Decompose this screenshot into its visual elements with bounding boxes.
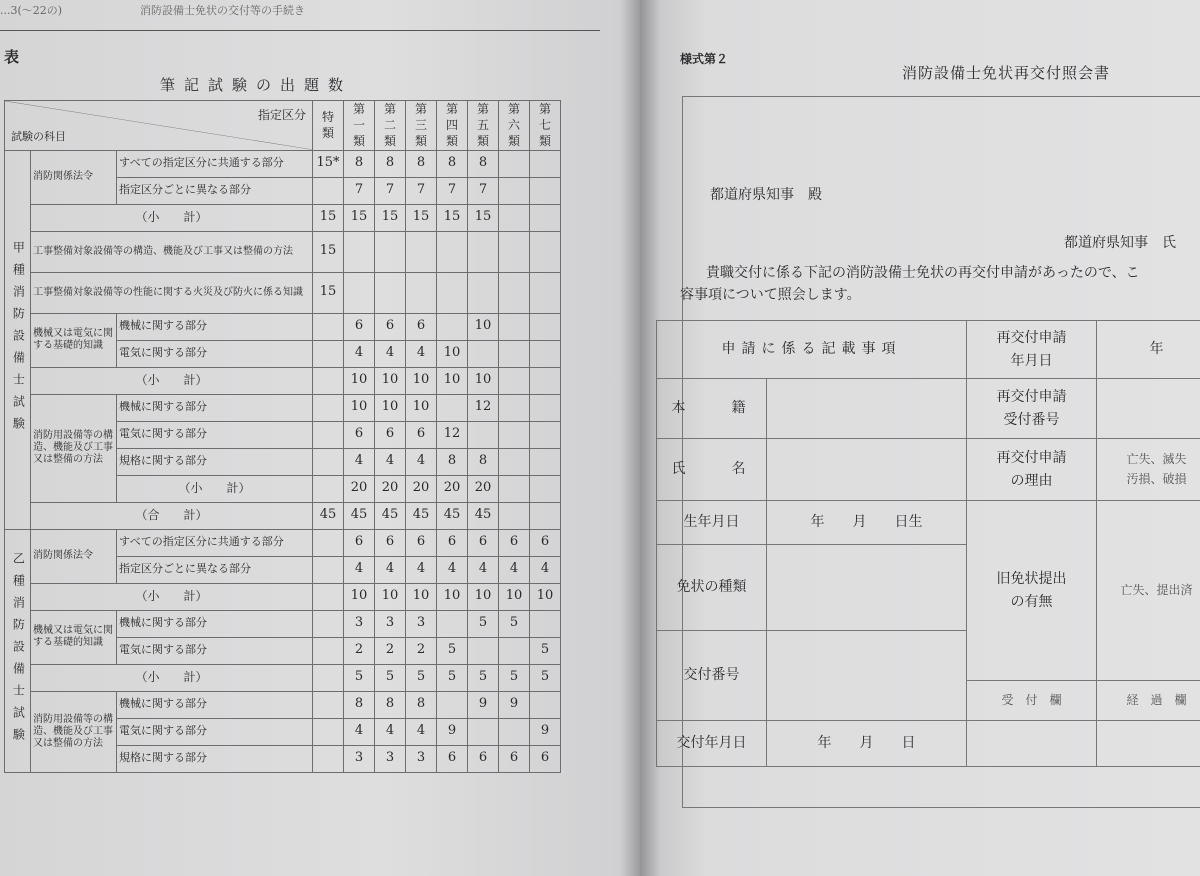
cell: 6 bbox=[499, 745, 530, 772]
cell: 5 bbox=[344, 664, 375, 691]
cell: 15 bbox=[375, 204, 406, 231]
subtotal-label: （小 計） bbox=[31, 664, 313, 691]
cell: 8 bbox=[406, 150, 437, 177]
cell bbox=[468, 718, 499, 745]
form-number: 様式第２ bbox=[680, 52, 729, 66]
progress-label: 経 過 欄 bbox=[1097, 681, 1200, 721]
item-label: 電気に関する部分 bbox=[117, 340, 313, 367]
cell: 5 bbox=[468, 610, 499, 637]
cell: 4 bbox=[406, 718, 437, 745]
body-line-2: 容事項について照会します。 bbox=[680, 287, 861, 303]
issue-no-label: 交付番号 bbox=[657, 631, 767, 721]
cell bbox=[530, 150, 561, 177]
cell: 7 bbox=[375, 177, 406, 204]
cell: 45 bbox=[375, 502, 406, 529]
cell: 3 bbox=[406, 610, 437, 637]
cell bbox=[530, 475, 561, 502]
cell: 10 bbox=[375, 583, 406, 610]
cell bbox=[530, 691, 561, 718]
issue-date-label: 交付年月日 bbox=[657, 721, 767, 767]
cell: 15 bbox=[344, 204, 375, 231]
cell bbox=[468, 421, 499, 448]
cell: 10 bbox=[406, 367, 437, 394]
cell: 8 bbox=[344, 150, 375, 177]
cell bbox=[375, 272, 406, 313]
cell bbox=[313, 745, 344, 772]
issue-date-value: 年 月 日 bbox=[767, 721, 967, 767]
table-row bbox=[5, 664, 561, 691]
category-label: 消防用設備等の構造、機能及び工事又は整備の方法 bbox=[31, 691, 117, 772]
cell: 6 bbox=[468, 529, 499, 556]
reissue-date-value: 年 bbox=[1097, 321, 1200, 379]
reissue-date-label: 再交付申請 年月日 bbox=[967, 321, 1097, 379]
reissue-reason-value: 亡失、滅失 汚損、破損 bbox=[1097, 439, 1200, 501]
cell: 20 bbox=[375, 475, 406, 502]
item-label: 電気に関する部分 bbox=[117, 718, 313, 745]
old-license-value: 亡失、提出済 bbox=[1097, 501, 1200, 681]
cell: 10 bbox=[344, 367, 375, 394]
cell bbox=[499, 394, 530, 421]
cell bbox=[499, 231, 530, 272]
cell: 6 bbox=[437, 529, 468, 556]
cell: 6 bbox=[437, 745, 468, 772]
cell: 10 bbox=[499, 583, 530, 610]
reissue-reason-label: 再交付申請 の理由 bbox=[967, 439, 1097, 501]
group-label-b: 乙種消防設備士試験 bbox=[5, 529, 31, 772]
body-line-1: 貴職交付に係る下記の消防設備士免状の再交付申請があったので、こ bbox=[706, 265, 1140, 281]
item-label: 機械に関する部分 bbox=[117, 610, 313, 637]
cell: 8 bbox=[437, 150, 468, 177]
subtotal-label: （小 計） bbox=[31, 367, 313, 394]
cell: 5 bbox=[406, 664, 437, 691]
table-row bbox=[657, 501, 1200, 545]
item-label: 工事整備対象設備等の性能に関する火災及び防火に係る知識 bbox=[31, 272, 313, 313]
cell: 20 bbox=[344, 475, 375, 502]
cell bbox=[437, 231, 468, 272]
cell: 7 bbox=[468, 177, 499, 204]
header-designation: 指定区分 bbox=[258, 108, 307, 122]
item-label: 規格に関する部分 bbox=[117, 745, 313, 772]
cell: 8 bbox=[437, 448, 468, 475]
cell: 6 bbox=[375, 421, 406, 448]
cell bbox=[499, 204, 530, 231]
cell: 2 bbox=[406, 637, 437, 664]
subtotal-label: （小 計） bbox=[117, 475, 313, 502]
honseki-label: 本 籍 bbox=[657, 379, 767, 439]
cell: 6 bbox=[406, 421, 437, 448]
cell: 20 bbox=[406, 475, 437, 502]
cell: 4 bbox=[406, 340, 437, 367]
table-row bbox=[5, 150, 561, 177]
cell bbox=[530, 340, 561, 367]
cell: 3 bbox=[344, 610, 375, 637]
table-row bbox=[5, 394, 561, 421]
cell: 20 bbox=[468, 475, 499, 502]
cell: 6 bbox=[375, 313, 406, 340]
cell bbox=[344, 272, 375, 313]
cell: 12 bbox=[468, 394, 499, 421]
header-cat: 特 類 bbox=[313, 101, 344, 151]
cell: 45 bbox=[344, 502, 375, 529]
cell: 4 bbox=[499, 556, 530, 583]
header-cat: 第 三 類 bbox=[406, 101, 437, 151]
cell bbox=[499, 421, 530, 448]
addressee: 都道府県知事 殿 bbox=[710, 187, 822, 203]
cell: 4 bbox=[375, 556, 406, 583]
cell: 3 bbox=[344, 745, 375, 772]
header-cat: 第 二 類 bbox=[375, 101, 406, 151]
cell bbox=[437, 272, 468, 313]
cell: 4 bbox=[344, 556, 375, 583]
cell: 5 bbox=[375, 664, 406, 691]
group-label-a: 甲種消防設備士試験 bbox=[5, 150, 31, 529]
item-label: すべての指定区分に共通する部分 bbox=[117, 529, 313, 556]
cell bbox=[313, 340, 344, 367]
header-subject: 試験の科目 bbox=[11, 129, 66, 143]
cell bbox=[313, 475, 344, 502]
header-cat: 第 五 類 bbox=[468, 101, 499, 151]
cell bbox=[375, 231, 406, 272]
running-head-chapter: 消防設備士免状の交付等の手続き bbox=[140, 4, 305, 17]
cell: 9 bbox=[530, 718, 561, 745]
cell: 6 bbox=[344, 421, 375, 448]
cell: 5 bbox=[530, 664, 561, 691]
category-label: 機械又は電気に関する基礎的知識 bbox=[31, 610, 117, 664]
cell: 10 bbox=[437, 340, 468, 367]
table-row bbox=[5, 272, 561, 313]
cell bbox=[499, 502, 530, 529]
cell: 10 bbox=[468, 313, 499, 340]
cell: 10 bbox=[375, 394, 406, 421]
license-type-label: 免状の種類 bbox=[657, 545, 767, 631]
cell: 4 bbox=[530, 556, 561, 583]
table-row bbox=[657, 721, 1200, 767]
table-row bbox=[5, 313, 561, 340]
cell: 15* bbox=[313, 150, 344, 177]
cell bbox=[530, 610, 561, 637]
cell bbox=[313, 556, 344, 583]
table-row bbox=[5, 583, 561, 610]
inquiry-table bbox=[656, 320, 1200, 767]
cell: 8 bbox=[406, 691, 437, 718]
cell: 45 bbox=[468, 502, 499, 529]
cell: 5 bbox=[437, 664, 468, 691]
cell bbox=[499, 448, 530, 475]
cell: 8 bbox=[468, 150, 499, 177]
header-cat: 第 六 類 bbox=[499, 101, 530, 151]
cell bbox=[313, 583, 344, 610]
name-label: 氏 名 bbox=[657, 439, 767, 501]
name-value bbox=[767, 439, 967, 501]
item-label: 規格に関する部分 bbox=[117, 448, 313, 475]
sender: 都道府県知事 氏 bbox=[1064, 235, 1176, 251]
birth-label: 生年月日 bbox=[657, 501, 767, 545]
cell: 10 bbox=[530, 583, 561, 610]
item-label: 工事整備対象設備等の構造、機能及び工事又は整備の方法 bbox=[31, 231, 313, 272]
cell bbox=[499, 718, 530, 745]
cell bbox=[530, 448, 561, 475]
table-row bbox=[657, 321, 1200, 379]
item-label: 機械に関する部分 bbox=[117, 313, 313, 340]
cell: 10 bbox=[344, 394, 375, 421]
total-label: （合 計） bbox=[31, 502, 313, 529]
cell: 3 bbox=[406, 745, 437, 772]
category-label: 消防関係法令 bbox=[31, 150, 117, 204]
cell: 10 bbox=[437, 367, 468, 394]
subtotal-label: （小 計） bbox=[31, 583, 313, 610]
cell: 5 bbox=[468, 664, 499, 691]
cell: 9 bbox=[499, 691, 530, 718]
cell bbox=[499, 150, 530, 177]
table-row bbox=[5, 529, 561, 556]
progress-value bbox=[1097, 721, 1200, 767]
cell: 4 bbox=[437, 556, 468, 583]
cell bbox=[499, 475, 530, 502]
cell: 2 bbox=[344, 637, 375, 664]
cell bbox=[313, 664, 344, 691]
running-head-page: ...3(〜22の) bbox=[0, 4, 63, 17]
reissue-no-value bbox=[1097, 379, 1200, 439]
cell: 9 bbox=[437, 718, 468, 745]
cell: 8 bbox=[375, 150, 406, 177]
cell: 20 bbox=[437, 475, 468, 502]
cell bbox=[530, 231, 561, 272]
cell bbox=[406, 272, 437, 313]
cell bbox=[499, 340, 530, 367]
cell: 45 bbox=[313, 502, 344, 529]
cell: 10 bbox=[406, 583, 437, 610]
table-row bbox=[5, 367, 561, 394]
item-label: 電気に関する部分 bbox=[117, 421, 313, 448]
item-label: 機械に関する部分 bbox=[117, 691, 313, 718]
cell bbox=[437, 394, 468, 421]
cell bbox=[468, 637, 499, 664]
cell: 15 bbox=[313, 272, 344, 313]
cell: 6 bbox=[499, 529, 530, 556]
cell: 45 bbox=[406, 502, 437, 529]
cell: 5 bbox=[437, 637, 468, 664]
cell: 45 bbox=[437, 502, 468, 529]
item-label: 指定区分ごとに異なる部分 bbox=[117, 177, 313, 204]
cell: 4 bbox=[468, 556, 499, 583]
table-row bbox=[5, 691, 561, 718]
cell bbox=[499, 367, 530, 394]
cell: 15 bbox=[406, 204, 437, 231]
cell bbox=[530, 272, 561, 313]
cell: 10 bbox=[468, 583, 499, 610]
subtotal-label: （小 計） bbox=[31, 204, 313, 231]
cell bbox=[313, 448, 344, 475]
old-license-label: 旧免状提出 の有無 bbox=[967, 501, 1097, 681]
cell: 6 bbox=[530, 529, 561, 556]
cell bbox=[313, 367, 344, 394]
cell bbox=[313, 610, 344, 637]
cell bbox=[313, 637, 344, 664]
receipt-label: 受 付 欄 bbox=[967, 681, 1097, 721]
header-row bbox=[5, 101, 561, 151]
cell bbox=[313, 313, 344, 340]
book-gutter bbox=[620, 0, 660, 876]
cell: 6 bbox=[375, 529, 406, 556]
reissue-no-label: 再交付申請 受付番号 bbox=[967, 379, 1097, 439]
table-row bbox=[5, 231, 561, 272]
cell bbox=[344, 231, 375, 272]
cell: 2 bbox=[375, 637, 406, 664]
cell bbox=[499, 313, 530, 340]
cell: 3 bbox=[375, 745, 406, 772]
cell bbox=[437, 610, 468, 637]
right-page bbox=[640, 0, 1200, 876]
cell: 8 bbox=[468, 448, 499, 475]
cell bbox=[406, 231, 437, 272]
header-corner bbox=[5, 101, 313, 151]
category-label: 消防関係法令 bbox=[31, 529, 117, 583]
cell bbox=[530, 502, 561, 529]
cell bbox=[530, 421, 561, 448]
cell: 15 bbox=[437, 204, 468, 231]
cell: 4 bbox=[344, 448, 375, 475]
birth-value: 年 月 日生 bbox=[767, 501, 967, 545]
cell: 15 bbox=[468, 204, 499, 231]
header-cat: 第 一 類 bbox=[344, 101, 375, 151]
cell: 15 bbox=[313, 231, 344, 272]
cell bbox=[313, 718, 344, 745]
item-label: すべての指定区分に共通する部分 bbox=[117, 150, 313, 177]
item-label: 指定区分ごとに異なる部分 bbox=[117, 556, 313, 583]
cell: 8 bbox=[375, 691, 406, 718]
cell bbox=[468, 340, 499, 367]
table-row bbox=[657, 379, 1200, 439]
cell: 6 bbox=[406, 529, 437, 556]
table-row bbox=[657, 439, 1200, 501]
cell bbox=[313, 421, 344, 448]
section-mark: 表 bbox=[4, 48, 20, 66]
cell: 9 bbox=[468, 691, 499, 718]
item-label: 電気に関する部分 bbox=[117, 637, 313, 664]
table-title: 筆記試験の出題数 bbox=[160, 76, 353, 94]
license-type-value bbox=[767, 545, 967, 631]
item-label: 機械に関する部分 bbox=[117, 394, 313, 421]
cell: 4 bbox=[375, 340, 406, 367]
cell bbox=[530, 204, 561, 231]
table-row bbox=[5, 502, 561, 529]
cell: 6 bbox=[406, 313, 437, 340]
cell: 4 bbox=[375, 718, 406, 745]
cell: 4 bbox=[344, 340, 375, 367]
category-label: 機械又は電気に関する基礎的知識 bbox=[31, 313, 117, 367]
running-head bbox=[0, 0, 600, 31]
cell bbox=[313, 691, 344, 718]
cell: 4 bbox=[406, 556, 437, 583]
cell: 7 bbox=[437, 177, 468, 204]
cell: 10 bbox=[468, 367, 499, 394]
cell: 5 bbox=[530, 637, 561, 664]
cell bbox=[313, 529, 344, 556]
table-row bbox=[5, 204, 561, 231]
cell bbox=[530, 313, 561, 340]
cell: 7 bbox=[344, 177, 375, 204]
issue-no-value bbox=[767, 631, 967, 721]
cell: 10 bbox=[437, 583, 468, 610]
cell: 8 bbox=[344, 691, 375, 718]
cell bbox=[468, 231, 499, 272]
category-label: 消防用設備等の構造、機能及び工事又は整備の方法 bbox=[31, 394, 117, 502]
honseki-value bbox=[767, 379, 967, 439]
cell: 6 bbox=[468, 745, 499, 772]
cell bbox=[530, 177, 561, 204]
receipt-value bbox=[967, 721, 1097, 767]
header-left: 申請に係る記載事項 bbox=[657, 321, 967, 379]
cell: 6 bbox=[344, 529, 375, 556]
cell: 3 bbox=[375, 610, 406, 637]
cell bbox=[530, 394, 561, 421]
cell: 10 bbox=[375, 367, 406, 394]
cell bbox=[313, 394, 344, 421]
table-row bbox=[5, 610, 561, 637]
cell bbox=[499, 637, 530, 664]
cell: 10 bbox=[406, 394, 437, 421]
header-cat: 第 四 類 bbox=[437, 101, 468, 151]
cell: 7 bbox=[406, 177, 437, 204]
exam-question-table bbox=[4, 100, 561, 773]
cell bbox=[499, 177, 530, 204]
cell: 5 bbox=[499, 610, 530, 637]
cell: 6 bbox=[530, 745, 561, 772]
cell: 4 bbox=[344, 718, 375, 745]
cell: 15 bbox=[313, 204, 344, 231]
cell bbox=[437, 691, 468, 718]
cell bbox=[468, 272, 499, 313]
form-title: 消防設備士免状再交付照会書 bbox=[902, 64, 1111, 82]
cell: 6 bbox=[344, 313, 375, 340]
cell bbox=[530, 367, 561, 394]
header-cat: 第 七 類 bbox=[530, 101, 561, 151]
cell: 12 bbox=[437, 421, 468, 448]
cell bbox=[437, 313, 468, 340]
cell: 5 bbox=[499, 664, 530, 691]
cell: 10 bbox=[344, 583, 375, 610]
cell bbox=[313, 177, 344, 204]
cell bbox=[499, 272, 530, 313]
cell: 4 bbox=[406, 448, 437, 475]
cell: 4 bbox=[375, 448, 406, 475]
